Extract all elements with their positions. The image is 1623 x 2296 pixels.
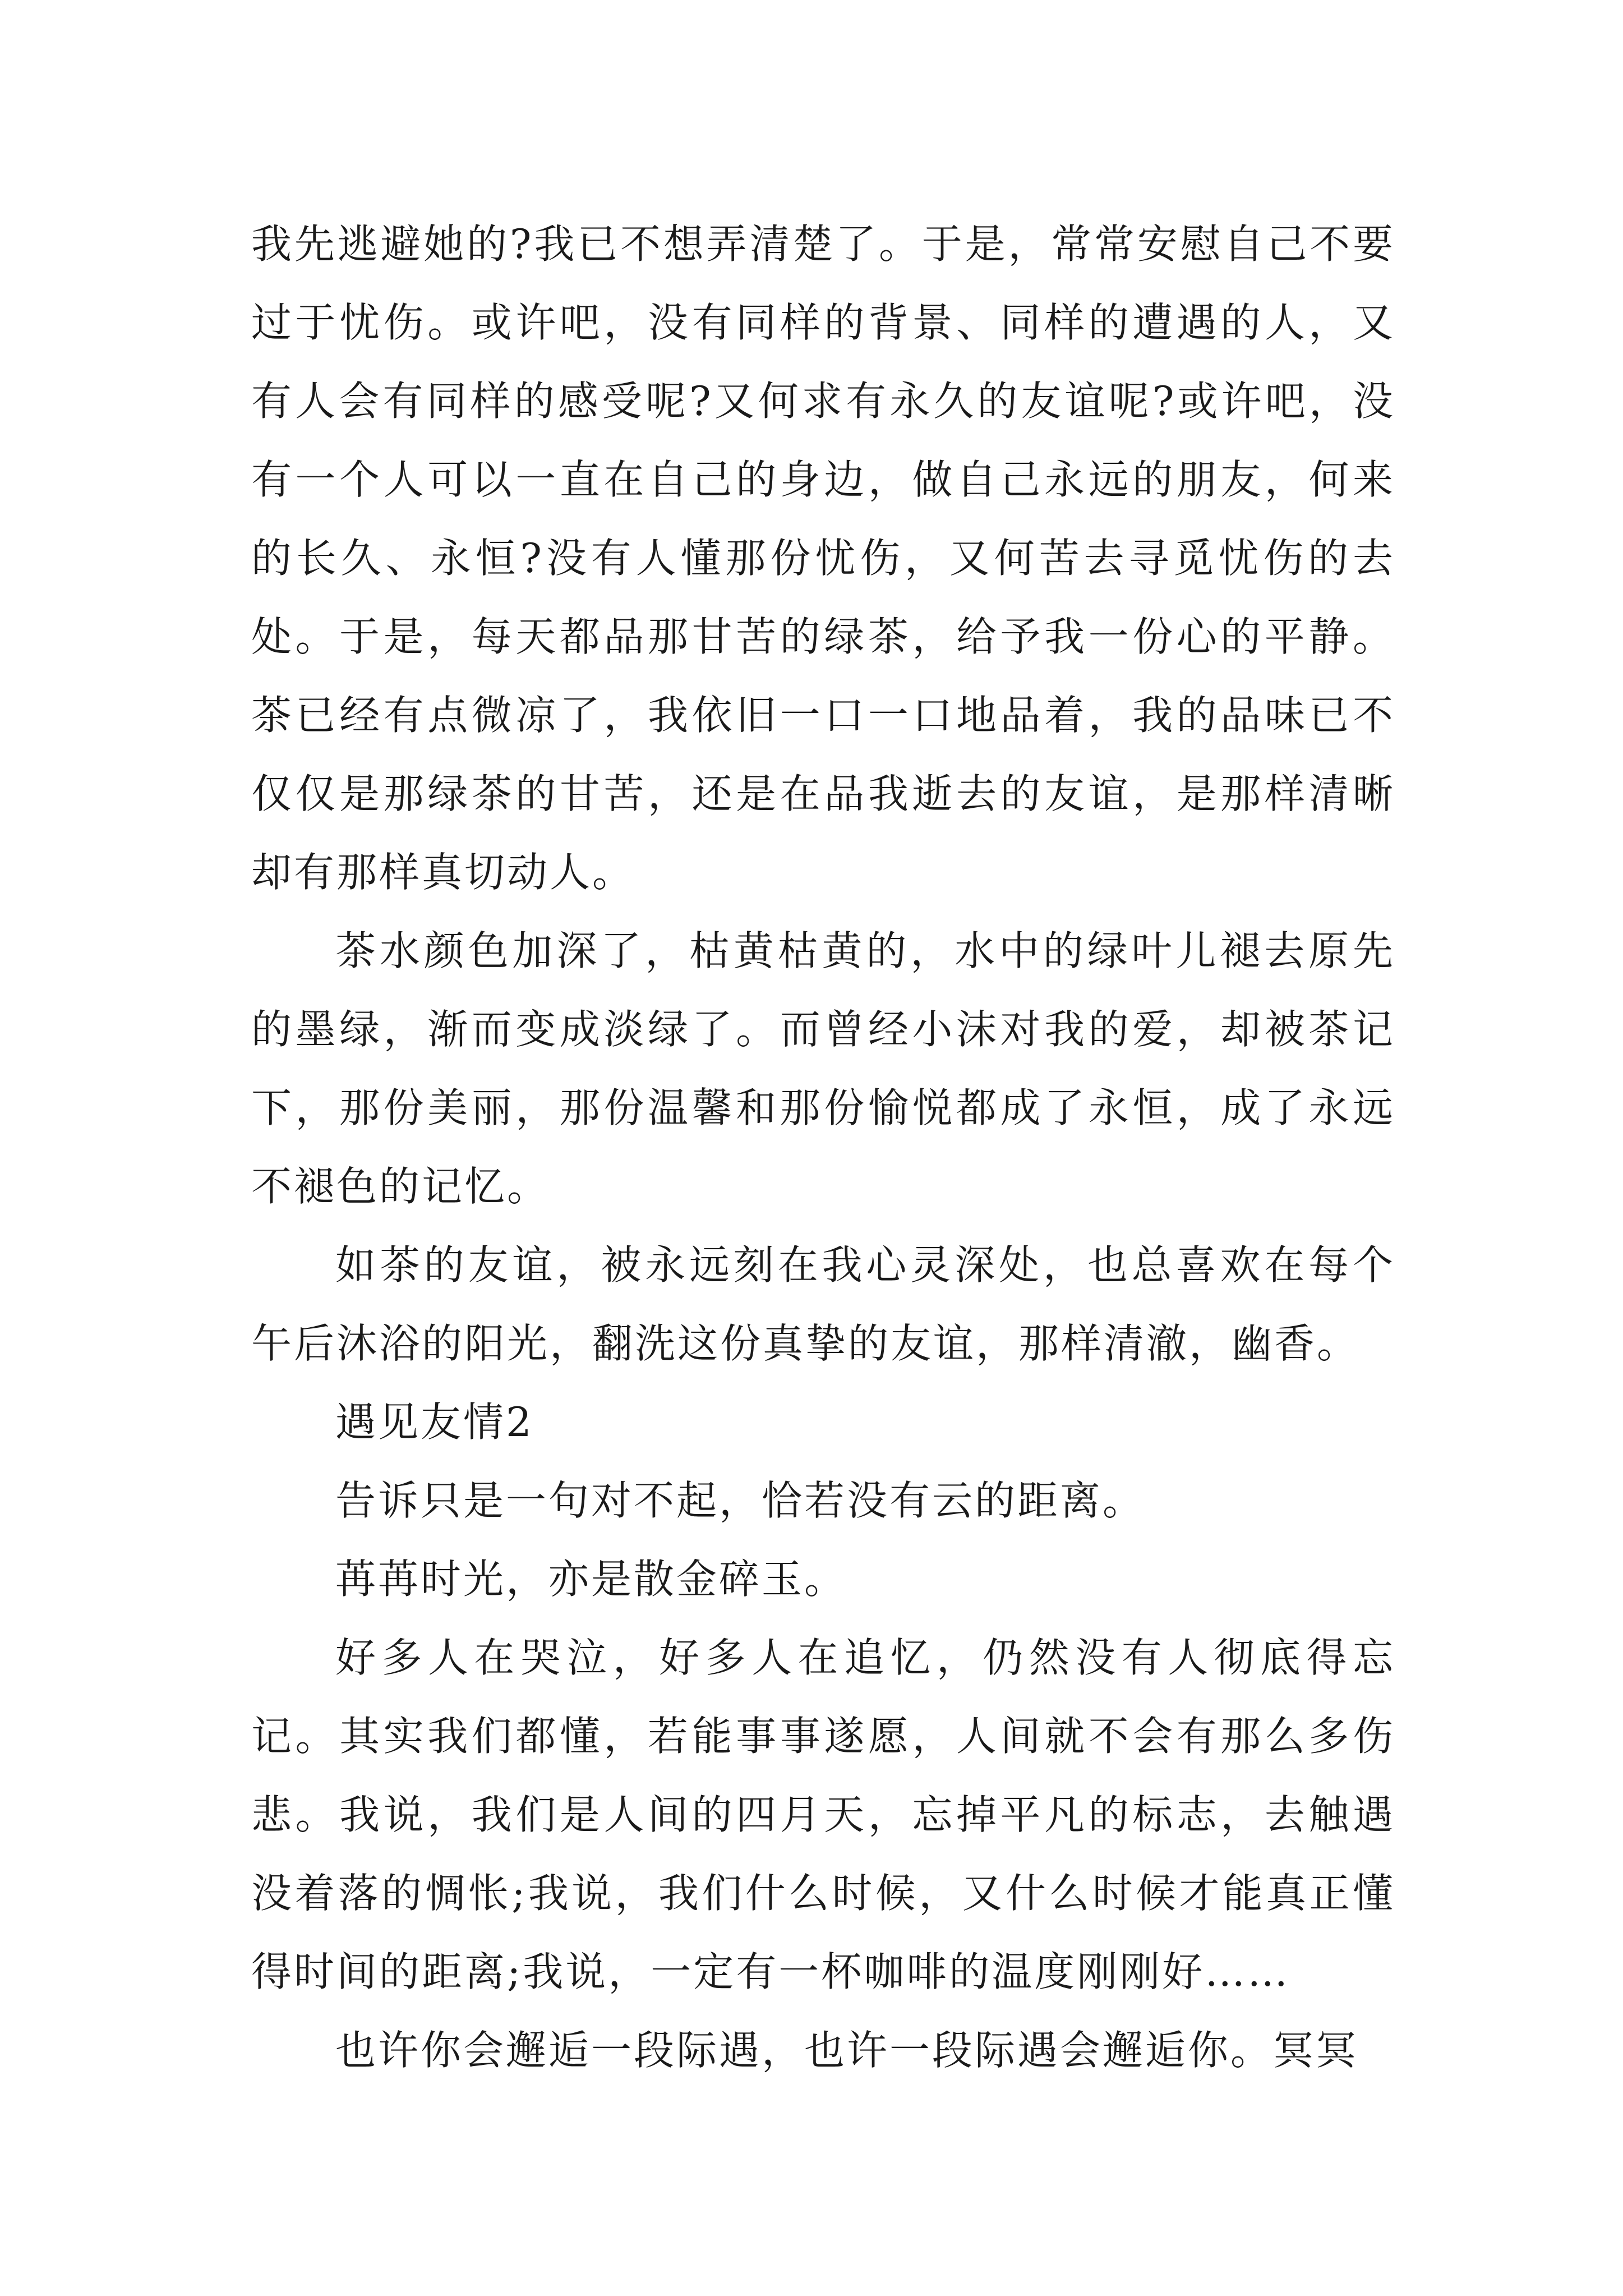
paragraph-3: 如茶的友谊，被永远刻在我心灵深处，也总喜欢在每个午后沐浴的阳光，翻洗这份真挚的友谊，那样清澈，幽香。 (251, 1241, 1395, 1367)
paragraph-2: 茶水颜色加深了，枯黄枯黄的，水中的绿叶儿褪去原先的墨绿，渐而变成淡绿了。而曾经小沫对我的爱，却被茶记下，那份美丽，那份温馨和那份愉悦都成了永恒，成了永远不褪色的记忆。 (251, 927, 1395, 1210)
paragraph-1: 我先逃避她的?我已不想弄清楚了。于是，常常安慰自己不要过于忧伤。或许吧，没有同样的背景、同样的遭遇的人，又有人会有同样的感受呢?又何求有永久的友谊呢?或许吧，没有一个人可以一直在自己的身边，做自己永远的朋友，何来的长久、永恒?没有人懂那份忧伤，又何苦去寻觅忧伤的去处。于是，每天都品那甘苦的绿茶，给予我一份心的平静。茶已经有点微凉了，我依旧一口一口地品着，我的品味已不仅仅是那绿茶的甘苦，还是在品我逝去的友谊，是那样清晰却有那样真切动人。 (251, 220, 1395, 896)
paragraph-7: 也许你会邂逅一段际遇，也许一段际遇会邂逅你。冥冥 (335, 2027, 1359, 2074)
paragraph-4: 告诉只是一句对不起，恰若没有云的距离。 (335, 1477, 1146, 1524)
section-heading: 遇见友情2 (335, 1398, 534, 1446)
document-body (251, 205, 1395, 2090)
paragraph-5: 苒苒时光，亦是散金碎玉。 (335, 1556, 847, 1603)
paragraph-6: 好多人在哭泣，好多人在追忆，仍然没有人彻底得忘记。其实我们都懂，若能事事遂愿，人间就不会有那么多伤悲。我说，我们是人间的四月天，忘掉平凡的标志，去触遇没着落的惆怅;我说，我们什么时候，又什么时候才能真正懂得时间的距离;我说，一定有一杯咖啡的温度刚刚好…… (251, 1634, 1395, 1995)
